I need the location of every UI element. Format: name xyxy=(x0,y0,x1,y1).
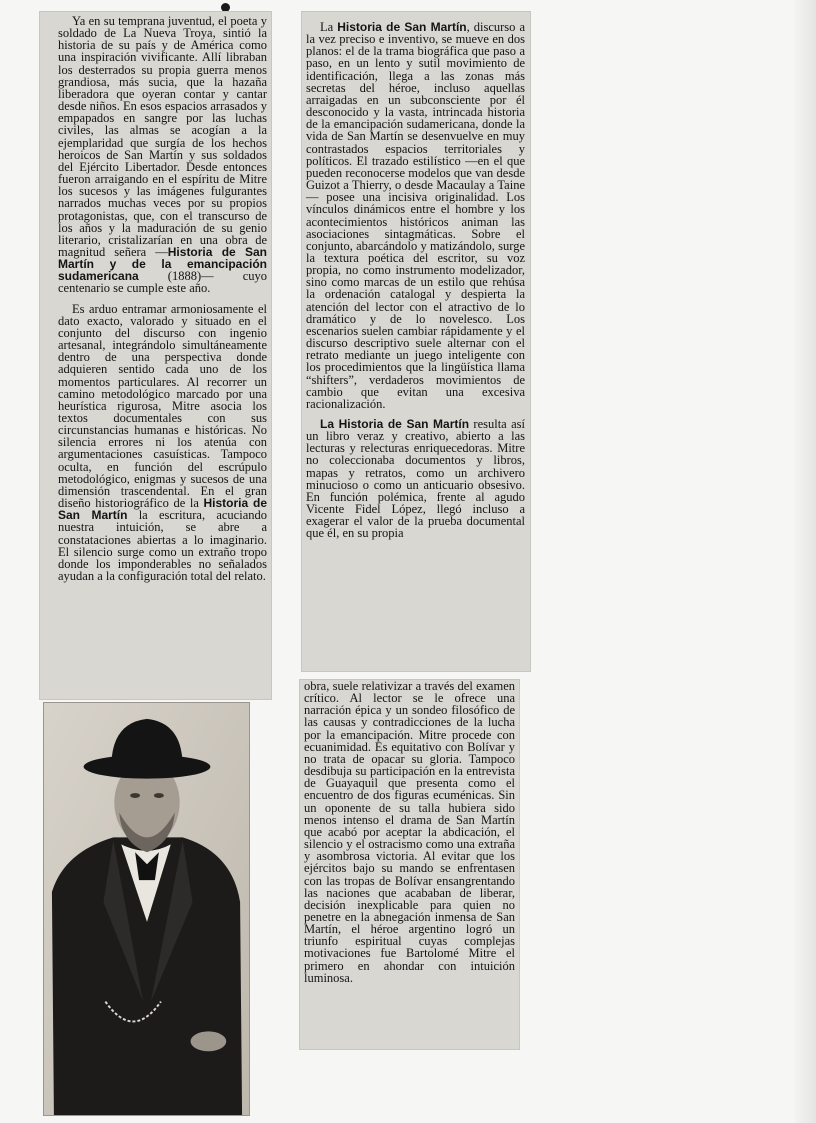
paragraph-5: obra, suele relativizar a través del examen crítico. Al lector se le ofrece una narración épica y un sondeo filosófico de las causas y contradicciones de la lucha por la emancipación. Mitre procede con ecuanimidad. Es equitativo con Bolívar y no trata de opacar su gloria. Tampoco desdibuja su participación en la entrevista de Guayaquil que presenta como el encuentro de dos figuras ecuménicas. Sin un oponente de su talla hubiera sido menos intenso el drama de San Martín que acabó por aceptar la abdicación, el silencio y el ostracismo como una extraña y asombrosa victoria. Al evitar que los ejércitos bajo su mando se enfrentasen con las tropas de Bolívar ensangrentando las naciones que acababan de liberar, decisión inexplicable para quien no penetre en la abnegación inmensa de San Martín, el héroe argentino logró un triunfo espiritual cuyas complejas motivaciones fue Bartolomé Mitre el primero en ahondar con intuición luminosa. xyxy=(304,680,515,985)
portrait-image xyxy=(44,703,249,1115)
pin-mark xyxy=(221,3,230,12)
paragraph-2: Es arduo entramar armoniosamente el dato exacto, valorado y situado en el conjunto del discurso con ingenio artesanal, integrándolo simultáneamente dentro de una perspectiva donde adquieren sentido cada uno de los momentos particulares. Al recorrer un camino metodológico marcado por una heurística rigurosa, Mitre asocia los textos documentales con sus circunstancias humanas e históricas. No silencia errores ni los atenúa con argumentaciones casuísticas. Tampoco oculta, en función del escrúpulo metodológico, enigmas y sucesos de una dimensión trascendental. En el gran diseño historiográfico de la Historia de San Martín la escritura, acuciando nuestra intuición, se abre a constataciones abiertas a lo imaginario. El silencio surge como un extraño tropo donde los imponderables no señalados ayudan a la configuración total del relato. xyxy=(58,301,268,584)
paragraph-1: Ya en su temprana juventud, el poeta y soldado de La Nueva Troya, sintió la historia de su país y de América como una inspiración vivificante. Allí libraban los desterrados su propia guerra menos grandiosa, más sucia, que la hazaña liberadora que oyeran contar y cantar desde niños. En esos espacios arrasados y empapados en sangre por las luchas civiles, las almas se acogían a la ejemplaridad que surgía de los hechos heroicos de San Martín y sus soldados del Ejército Libertador. Desde entonces fueron arraigando en el espíritu de Mitre los sucesos y las imágenes fulgurantes narrados muchas veces por su propios protagonistas, que, con el transcurso de los años y la maduración de su genio literario, cristalizarían en una obra de magnitud señera —Historia de San Martín y de la emancipación sudamericana (1888)— cuyo centenario se cumple este año. xyxy=(58,14,267,296)
book-title: Historia de San Martín y de la emancipación sudamericana xyxy=(58,244,267,284)
book-title: Historia de San Martín xyxy=(338,417,470,431)
clipping-column-1 xyxy=(40,12,271,699)
book-title: Historia de San Martín xyxy=(337,20,467,34)
paragraph-4: La Historia de San Martín resulta así un libro veraz y creativo, abierto a las lecturas y relecturas enriquecedoras. Mitre no coleccionaba documentos y libros, mapas y retratos, como un archivero minucioso o como un anticuario obsesivo. En función polémica, frente al agudo Vicente Fidel López, llegó incluso a exagerar el valor de la prueba documental que él, en su propia xyxy=(306,417,525,541)
book-title: Historia de San Martín xyxy=(58,496,268,523)
clipping-column-2 xyxy=(302,12,530,671)
portrait-photo xyxy=(43,702,250,1116)
paragraph-3: La Historia de San Martín, discurso a la vez preciso e inventivo, se mueve en dos planos: el de la trama biográfica que paso a paso, en un lento y sutil movimiento de identificación, llega a las zonas más secretas del héroe, incluso aquellas arraigadas en un subconsciente por él desconocido y la vasta, intrincada historia de la emancipación sudamericana, donde la vida de San Martín se desenvuelve en muy contrastados espacios territoriales y políticos. El trazado estilístico —en el que pueden reconocerse modelos que van desde Guizot a Thierry, o desde Macaulay a Taine— posee una incisiva originalidad. Los vínculos dinámicos entre el hombre y los acontecimientos históricos animan las asociaciones sintagmáticas. Sobre el conjunto, abarcándolo y matizándolo, surge la textura poética del escritor, su voz propia, no como instrumento modelizador, sino como marcas de un estilo que rehúsa la ordenación catalogal y despierta la atención del lector con el atractivo de lo dramático y de lo novelesco. Los escenarios suelen cambiar rápidamente y el discurso descriptivo suele alternar con el retrato mediante un juego inteligente con los procedimientos que la lingüística llama “shifters”, verdaderos movimientos de cambio que evitan una excesiva racionalización. xyxy=(306,20,525,411)
book-title: La xyxy=(320,417,339,431)
clipping-column-3 xyxy=(300,680,519,1049)
page-edge xyxy=(794,0,816,1123)
